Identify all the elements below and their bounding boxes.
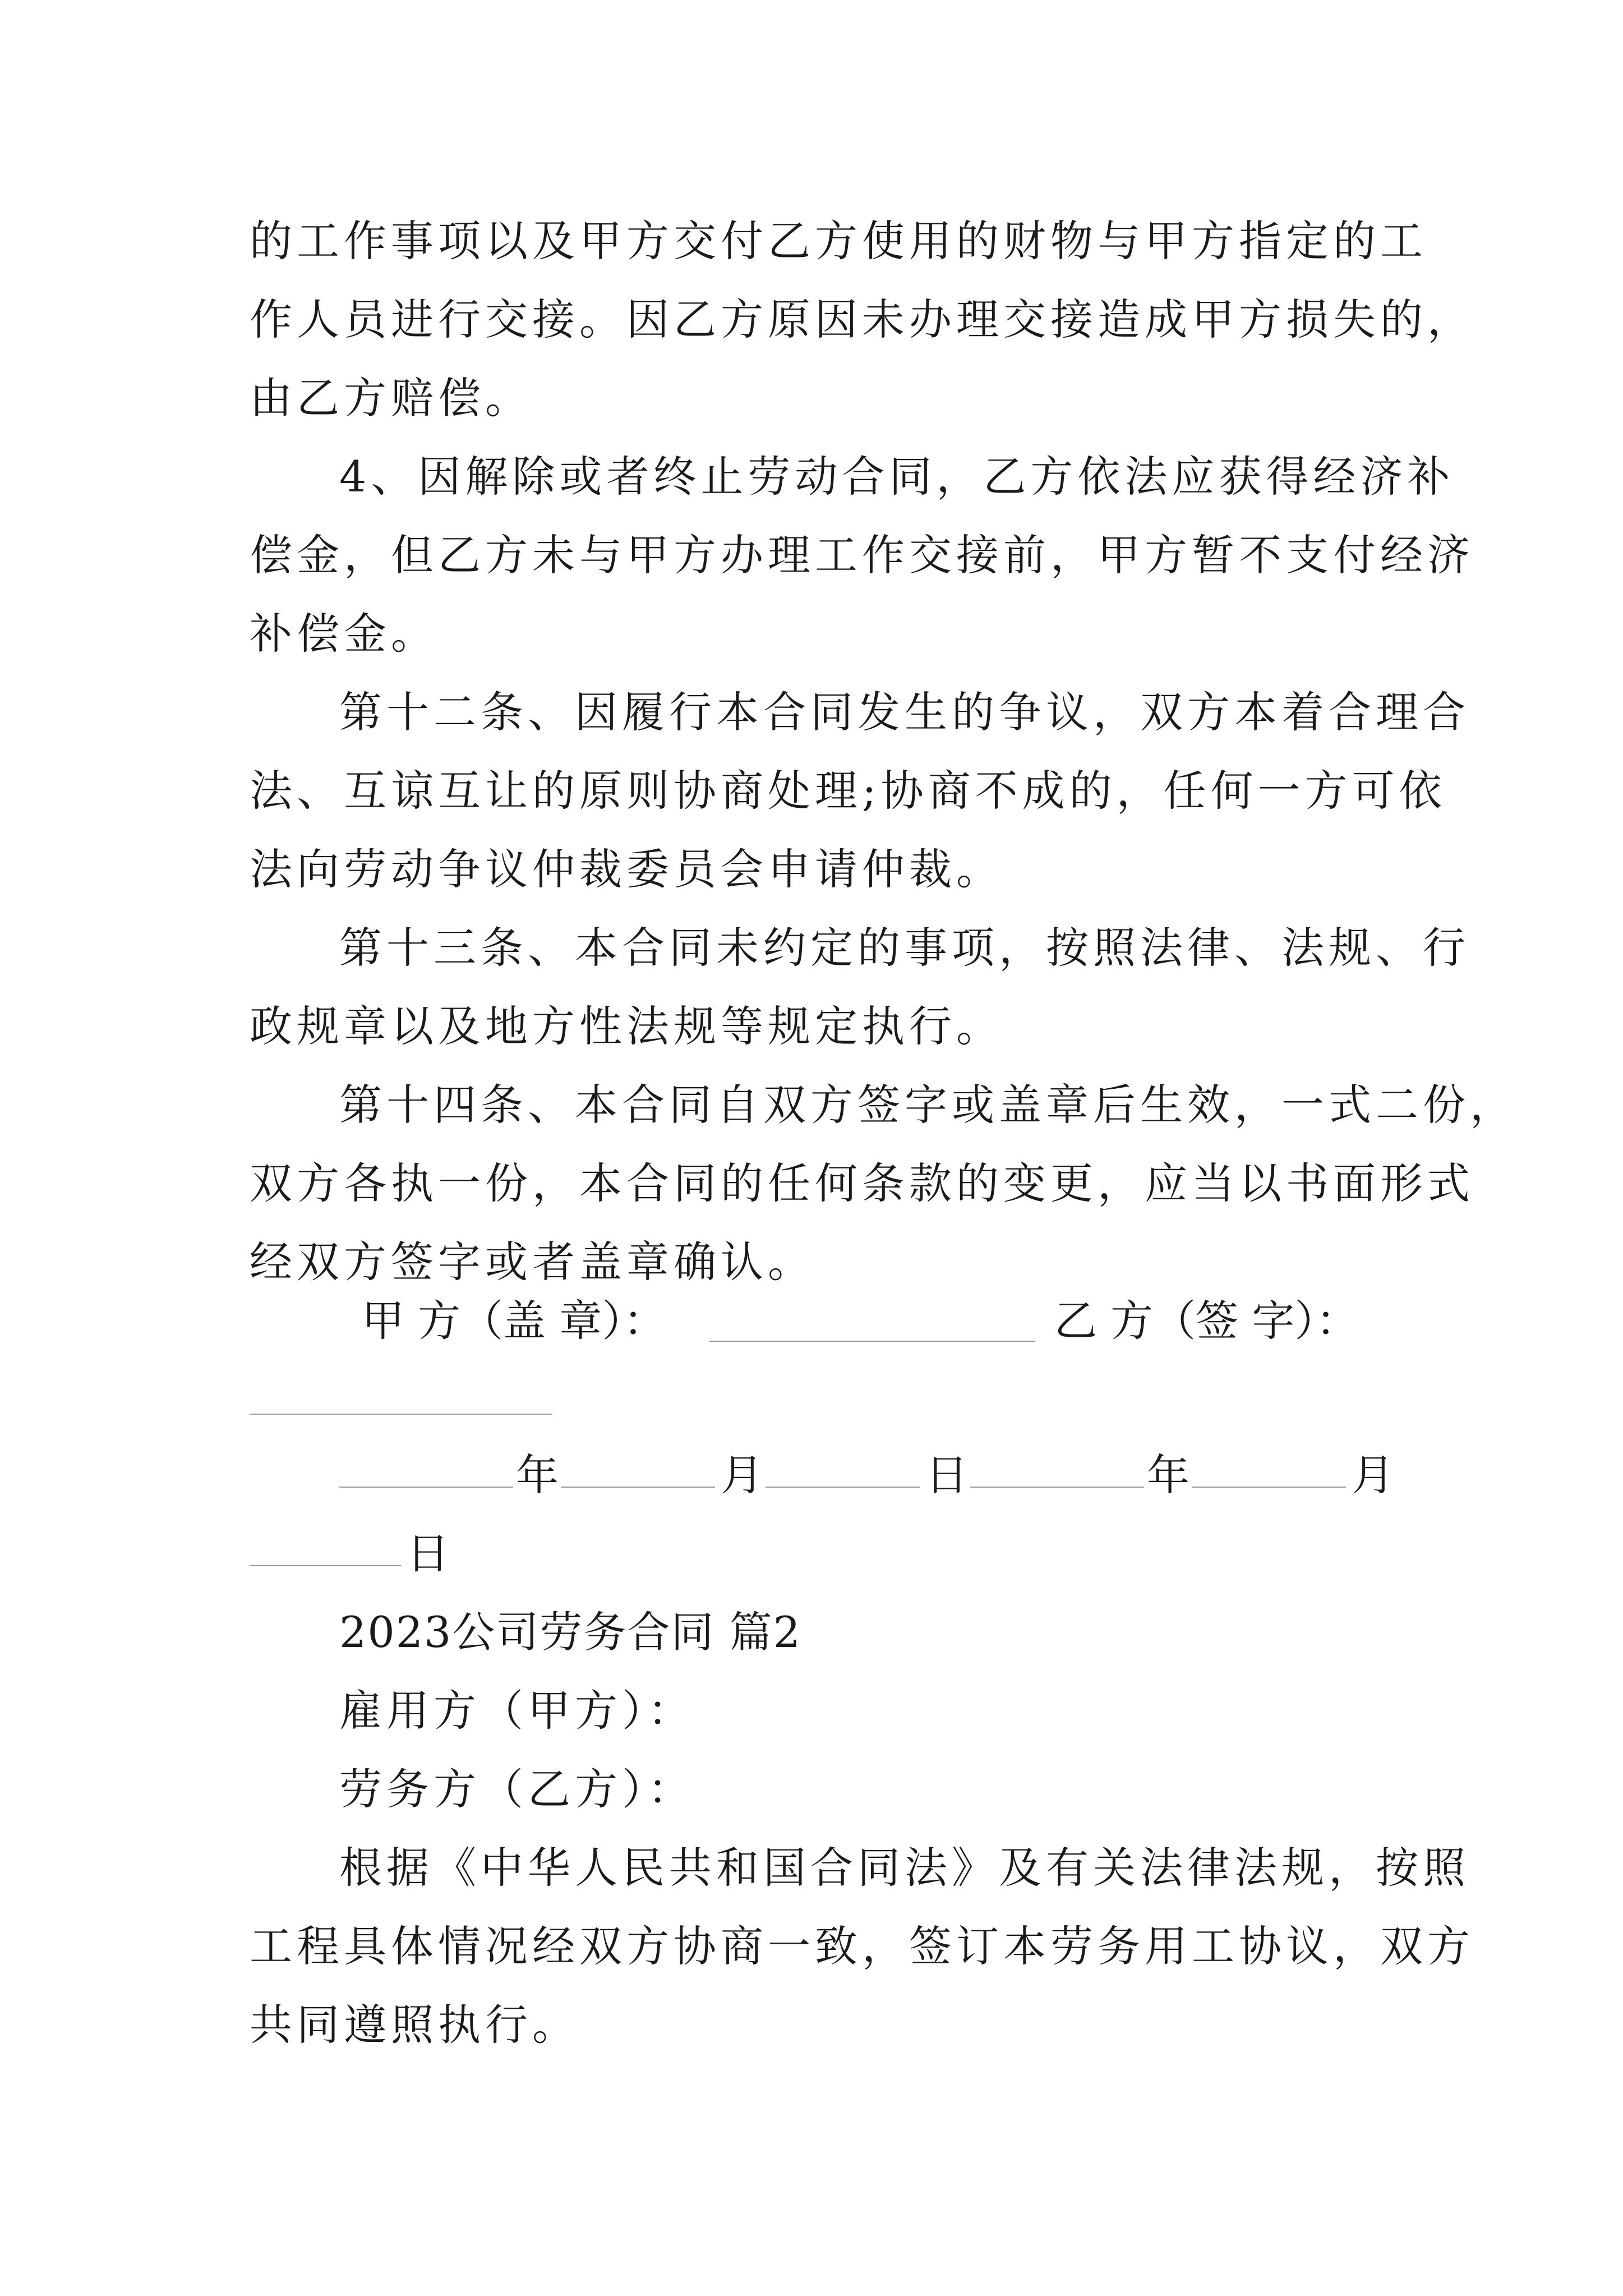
text-line: 法向劳动争议仲裁委员会申请仲裁。 bbox=[250, 844, 1003, 894]
day-label-b: 日 bbox=[407, 1529, 449, 1579]
party-a-signature-blank bbox=[709, 1341, 1035, 1342]
worker-label: 劳务方（乙方）： bbox=[339, 1764, 695, 1814]
text-line: 双方各执一份，本合同的任何条款的变更，应当以书面形式 bbox=[250, 1158, 1474, 1208]
text-line: 4、因解除或者终止劳动合同，乙方依法应获得经济补 bbox=[339, 452, 1455, 501]
party-b-signature-blank bbox=[250, 1414, 552, 1415]
day-label-a: 日 bbox=[925, 1450, 968, 1500]
party-a-label: 甲 方（盖 章）： bbox=[362, 1296, 666, 1346]
party-b-year-blank bbox=[970, 1487, 1144, 1488]
text-line: 根据《中华人民共和国合同法》及有关法律法规，按照 bbox=[339, 1843, 1470, 1893]
text-line: 经双方签字或者盖章确认。 bbox=[250, 1237, 815, 1287]
party-b-day-blank bbox=[250, 1565, 401, 1566]
text-line: 偿金，但乙方未与甲方办理工作交接前，甲方暂不支付经济 bbox=[250, 530, 1474, 580]
employer-label: 雇用方（甲方）： bbox=[339, 1686, 695, 1736]
month-label-a: 月 bbox=[721, 1450, 763, 1500]
text-line: 共同遵照执行。 bbox=[250, 2000, 579, 2050]
text-line: 第十二条、因履行本合同发生的争议，双方本着合理合 bbox=[339, 687, 1470, 737]
party-b-label: 乙 方（签 字）： bbox=[1054, 1296, 1359, 1346]
text-line: 的工作事项以及甲方交付乙方使用的财物与甲方指定的工 bbox=[250, 216, 1427, 266]
text-line: 作人员进行交接。因乙方原因未办理交接造成甲方损失的， bbox=[250, 295, 1474, 344]
text-line: 工程具体情况经双方协商一致，签订本劳务用工协议，双方 bbox=[250, 1921, 1474, 1971]
party-a-month-blank bbox=[561, 1487, 715, 1488]
text-line: 由乙方赔偿。 bbox=[250, 373, 532, 423]
year-label-b: 年 bbox=[1147, 1450, 1189, 1500]
text-line: 第十三条、本合同未约定的事项，按照法律、法规、行 bbox=[339, 923, 1470, 973]
year-label-a: 年 bbox=[516, 1450, 559, 1500]
party-b-month-blank bbox=[1192, 1487, 1346, 1488]
section-title: 2023公司劳务合同 篇2 bbox=[339, 1607, 801, 1657]
text-line: 补偿金。 bbox=[250, 609, 438, 659]
text-line: 法、互谅互让的原则协商处理;协商不成的，任何一方可依 bbox=[250, 766, 1446, 816]
party-a-year-blank bbox=[339, 1487, 513, 1488]
party-a-day-blank bbox=[766, 1487, 920, 1488]
text-line: 第十四条、本合同自双方签字或盖章后生效，一式二份， bbox=[339, 1080, 1517, 1130]
month-label-b: 月 bbox=[1352, 1450, 1394, 1500]
text-line: 政规章以及地方性法规等规定执行。 bbox=[250, 1001, 1003, 1051]
